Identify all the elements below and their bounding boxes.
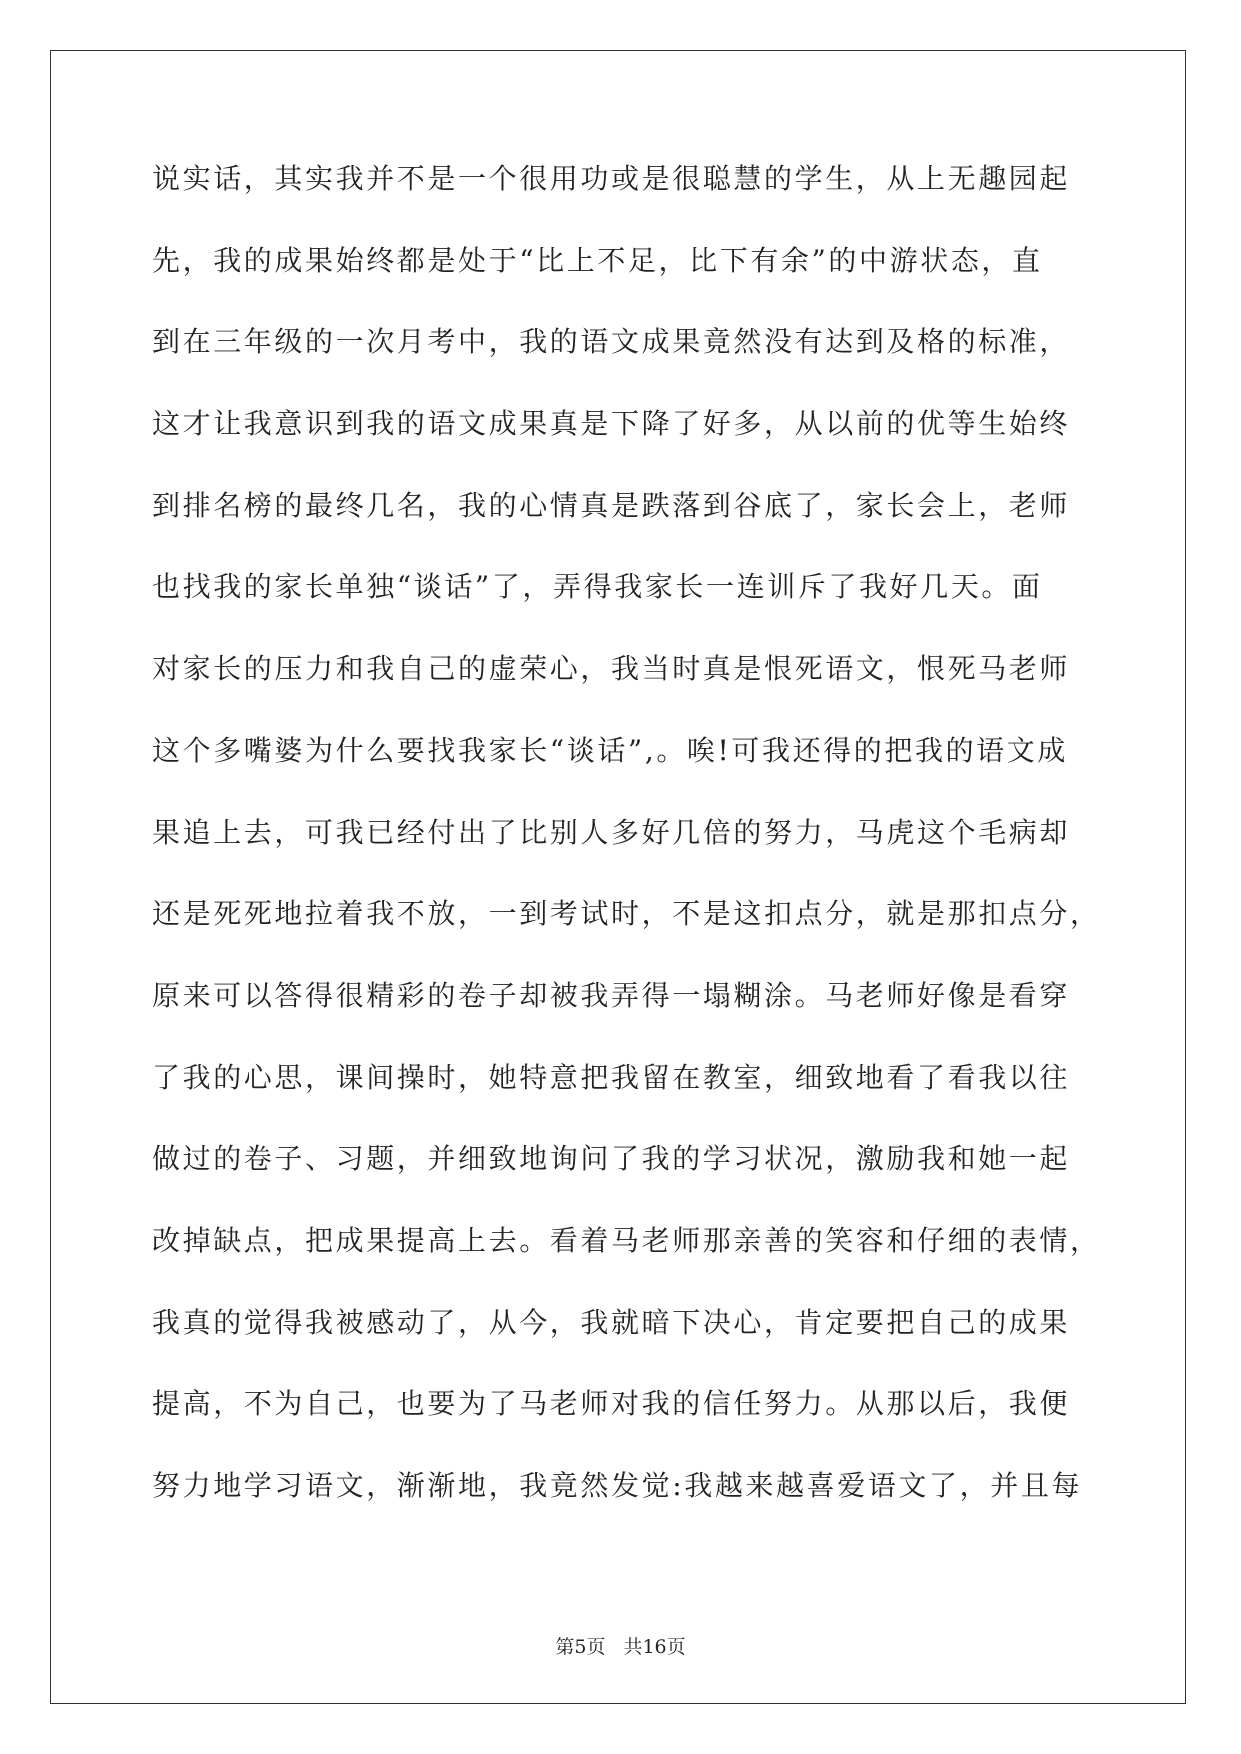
text-line: 果追上去，可我已经付出了比别人多好几倍的努力，马虎这个毛病却: [152, 815, 1071, 849]
text-line: 提高，不为自己，也要为了马老师对我的信任努力。从那以后，我便: [152, 1387, 1071, 1421]
document-body: [152, 160, 1101, 1549]
text-line: 到排名榜的最终几名，我的心情真是跌落到谷底了，家长会上，老师: [152, 488, 1071, 522]
text-line: 先，我的成果始终都是处于“比上不足，比下有余”的中游状态，直: [152, 243, 1043, 277]
text-line: 这个多嘴婆为什么要找我家长“谈话”,。唉!可我还得的把我的语文成: [152, 733, 1068, 767]
text-line: 这才让我意识到我的语文成果真是下降了好多，从以前的优等生始终: [152, 407, 1071, 441]
text-line: 做过的卷子、习题，并细致地询问了我的学习状况，激励我和她一起: [152, 1142, 1071, 1176]
page-number: 第5页: [555, 1636, 606, 1658]
text-line: 也找我的家长单独“谈话”了，弄得我家长一连训斥了我好几天。面: [152, 570, 1043, 604]
text-line: 说实话，其实我并不是一个很用功或是很聪慧的学生，从上无趣园起: [152, 162, 1071, 195]
text-line: 改掉缺点，把成果提高上去。看着马老师那亲善的笑容和仔细的表情，: [152, 1223, 1101, 1257]
text-line: 努力地学习语文，渐渐地，我竟然发觉:我越来越喜爱语文了，并且每: [152, 1469, 1083, 1502]
total-pages: 共16页: [623, 1636, 686, 1658]
text-line: 对家长的压力和我自己的虚荣心，我当时真是恨死语文，恨死马老师: [152, 652, 1071, 686]
text-line: 原来可以答得很精彩的卷子却被我弄得一塌糊涂。马老师好像是看穿: [152, 978, 1071, 1012]
text-line: 到在三年级的一次月考中，我的语文成果竟然没有达到及格的标准，: [152, 325, 1071, 359]
text-line: 还是死死地拉着我不放，一到考试时，不是这扣点分，就是那扣点分，: [152, 897, 1101, 931]
page-footer: [0, 1632, 1241, 1659]
text-line: 我真的觉得我被感动了，从今，我就暗下决心，肯定要把自己的成果: [152, 1305, 1071, 1339]
text-line: 了我的心思，课间操时，她特意把我留在教室，细致地看了看我以往: [152, 1060, 1071, 1094]
